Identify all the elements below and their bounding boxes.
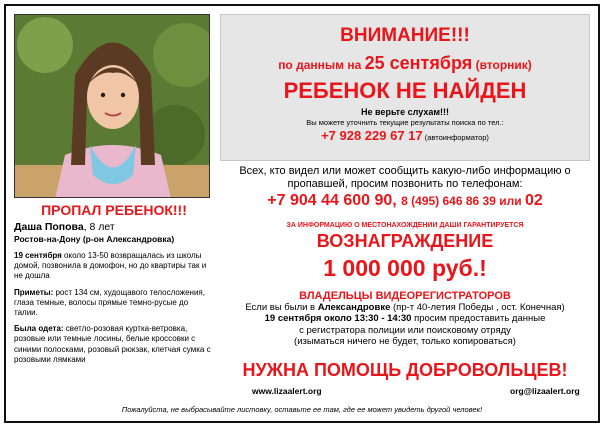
child-age: , 8 лет <box>83 221 115 233</box>
info-phone-line <box>221 128 589 146</box>
attention-title: ВНИМАНИЕ!!! <box>340 25 470 46</box>
date-prefix: по данным на <box>278 58 365 72</box>
dvr-location: Александровке <box>317 302 391 313</box>
phone-separator-2: или <box>495 194 525 208</box>
contact-request-text: Всех, кто видел или может сообщить какую-либо информацию о пропавшей, просим позвонить по телефонам: <box>239 165 571 190</box>
child-city: Ростов-на-Дону (р-он Александровка) <box>14 234 175 244</box>
missing-child-title: ПРОПАЛ РЕБЕНОК!!! <box>41 202 187 218</box>
contact-phone-3[interactable]: 02 <box>524 192 543 209</box>
dvr-time: 19 сентября около 13:30 - 14:30 <box>264 313 412 325</box>
reward-guarantee: ЗА ИНФОРМАЦИЮ О МЕСТОНАХОЖДЕНИИ ДАШИ ГАРАНТИРУЕТСЯ <box>286 222 524 229</box>
dvr-line-1-suffix: (пр-т 40-летия Победы , ост. Конечная) <box>390 302 565 313</box>
footer-note: Пожалуйста, не выбрасывайте листовку, оставьте ее там, где ее может увидеть другой человек! <box>121 405 483 414</box>
contact-phone-2[interactable]: 8 (495) 646 86 39 <box>401 194 496 208</box>
dvr-request <box>220 302 590 347</box>
dvr-line-1 <box>220 302 590 313</box>
website-link[interactable]: www.lizaalert.org <box>252 386 322 396</box>
attention-date <box>221 54 589 74</box>
circumstances-text: около 13-50 возвращалась из школы домой, позвонила в домофон, но до квартиры так и не дошла <box>14 251 207 281</box>
attention-box <box>220 14 590 161</box>
date-big: 25 сентября <box>364 53 473 73</box>
phone-separator-1: , <box>392 192 402 209</box>
child-name-line <box>14 221 214 234</box>
child-name: Даша Попова <box>14 221 84 233</box>
dvr-line-4: (изыматься ничего не будет, только копироваться) <box>294 335 516 347</box>
signs-text: рост 134 см, худощавого телосложения, глаза темные, волосы прямые темно-русые до талии. <box>14 287 205 318</box>
dvr-owners-title: ВЛАДЕЛЬЦЫ ВИДЕОРЕГИСТРАТОРОВ <box>299 290 511 302</box>
reward-amount: 1 000 000 руб.! <box>323 255 487 281</box>
child-photo <box>14 14 210 198</box>
not-found-heading: РЕБЕНОК НЕ НАЙДЕН <box>283 78 527 103</box>
dvr-line-2 <box>220 313 590 324</box>
dvr-line-2-suffix: просим предоставить данные <box>411 313 546 325</box>
child-photo-image <box>15 15 210 198</box>
signs-label: Приметы: <box>14 287 54 297</box>
volunteers-needed: НУЖНА ПОМОЩЬ ДОБРОВОЛЬЦЕВ! <box>242 360 568 380</box>
child-description <box>14 202 214 365</box>
signs-paragraph <box>14 288 214 319</box>
contact-phones <box>220 191 590 211</box>
contact-phone-1[interactable]: +7 904 44 600 90 <box>267 192 393 209</box>
dvr-line-1-prefix: Если вы были в <box>245 302 318 313</box>
info-phone-note: (автоинформатор) <box>422 133 489 142</box>
reward-title: ВОЗНАГРАЖДЕНИЕ <box>316 231 494 251</box>
clothes-label: Была одета: <box>14 324 64 334</box>
circumstances-date: 19 сентября <box>14 251 62 260</box>
info-phone[interactable]: +7 928 229 67 17 <box>321 128 423 143</box>
date-suffix: (вторник) <box>472 58 532 72</box>
clothes-text: светло-розовая куртка-ветровка, розовые или темные лосины, белые кроссовки с синими полосками, розовый рюкзак, клетчая сумка с розовыми лямками <box>14 324 211 364</box>
rumors-warning: Не верьте слухам!!! <box>361 107 449 117</box>
circumstances-paragraph <box>14 251 214 282</box>
clarify-text: Вы можете уточнить текущие результаты поиска по тел.: <box>306 118 504 127</box>
dvr-line-3: с регистратора полиции или поисковому отряду <box>299 324 511 336</box>
clothes-paragraph <box>14 324 214 365</box>
email-link[interactable]: org@lizaalert.org <box>510 386 580 396</box>
